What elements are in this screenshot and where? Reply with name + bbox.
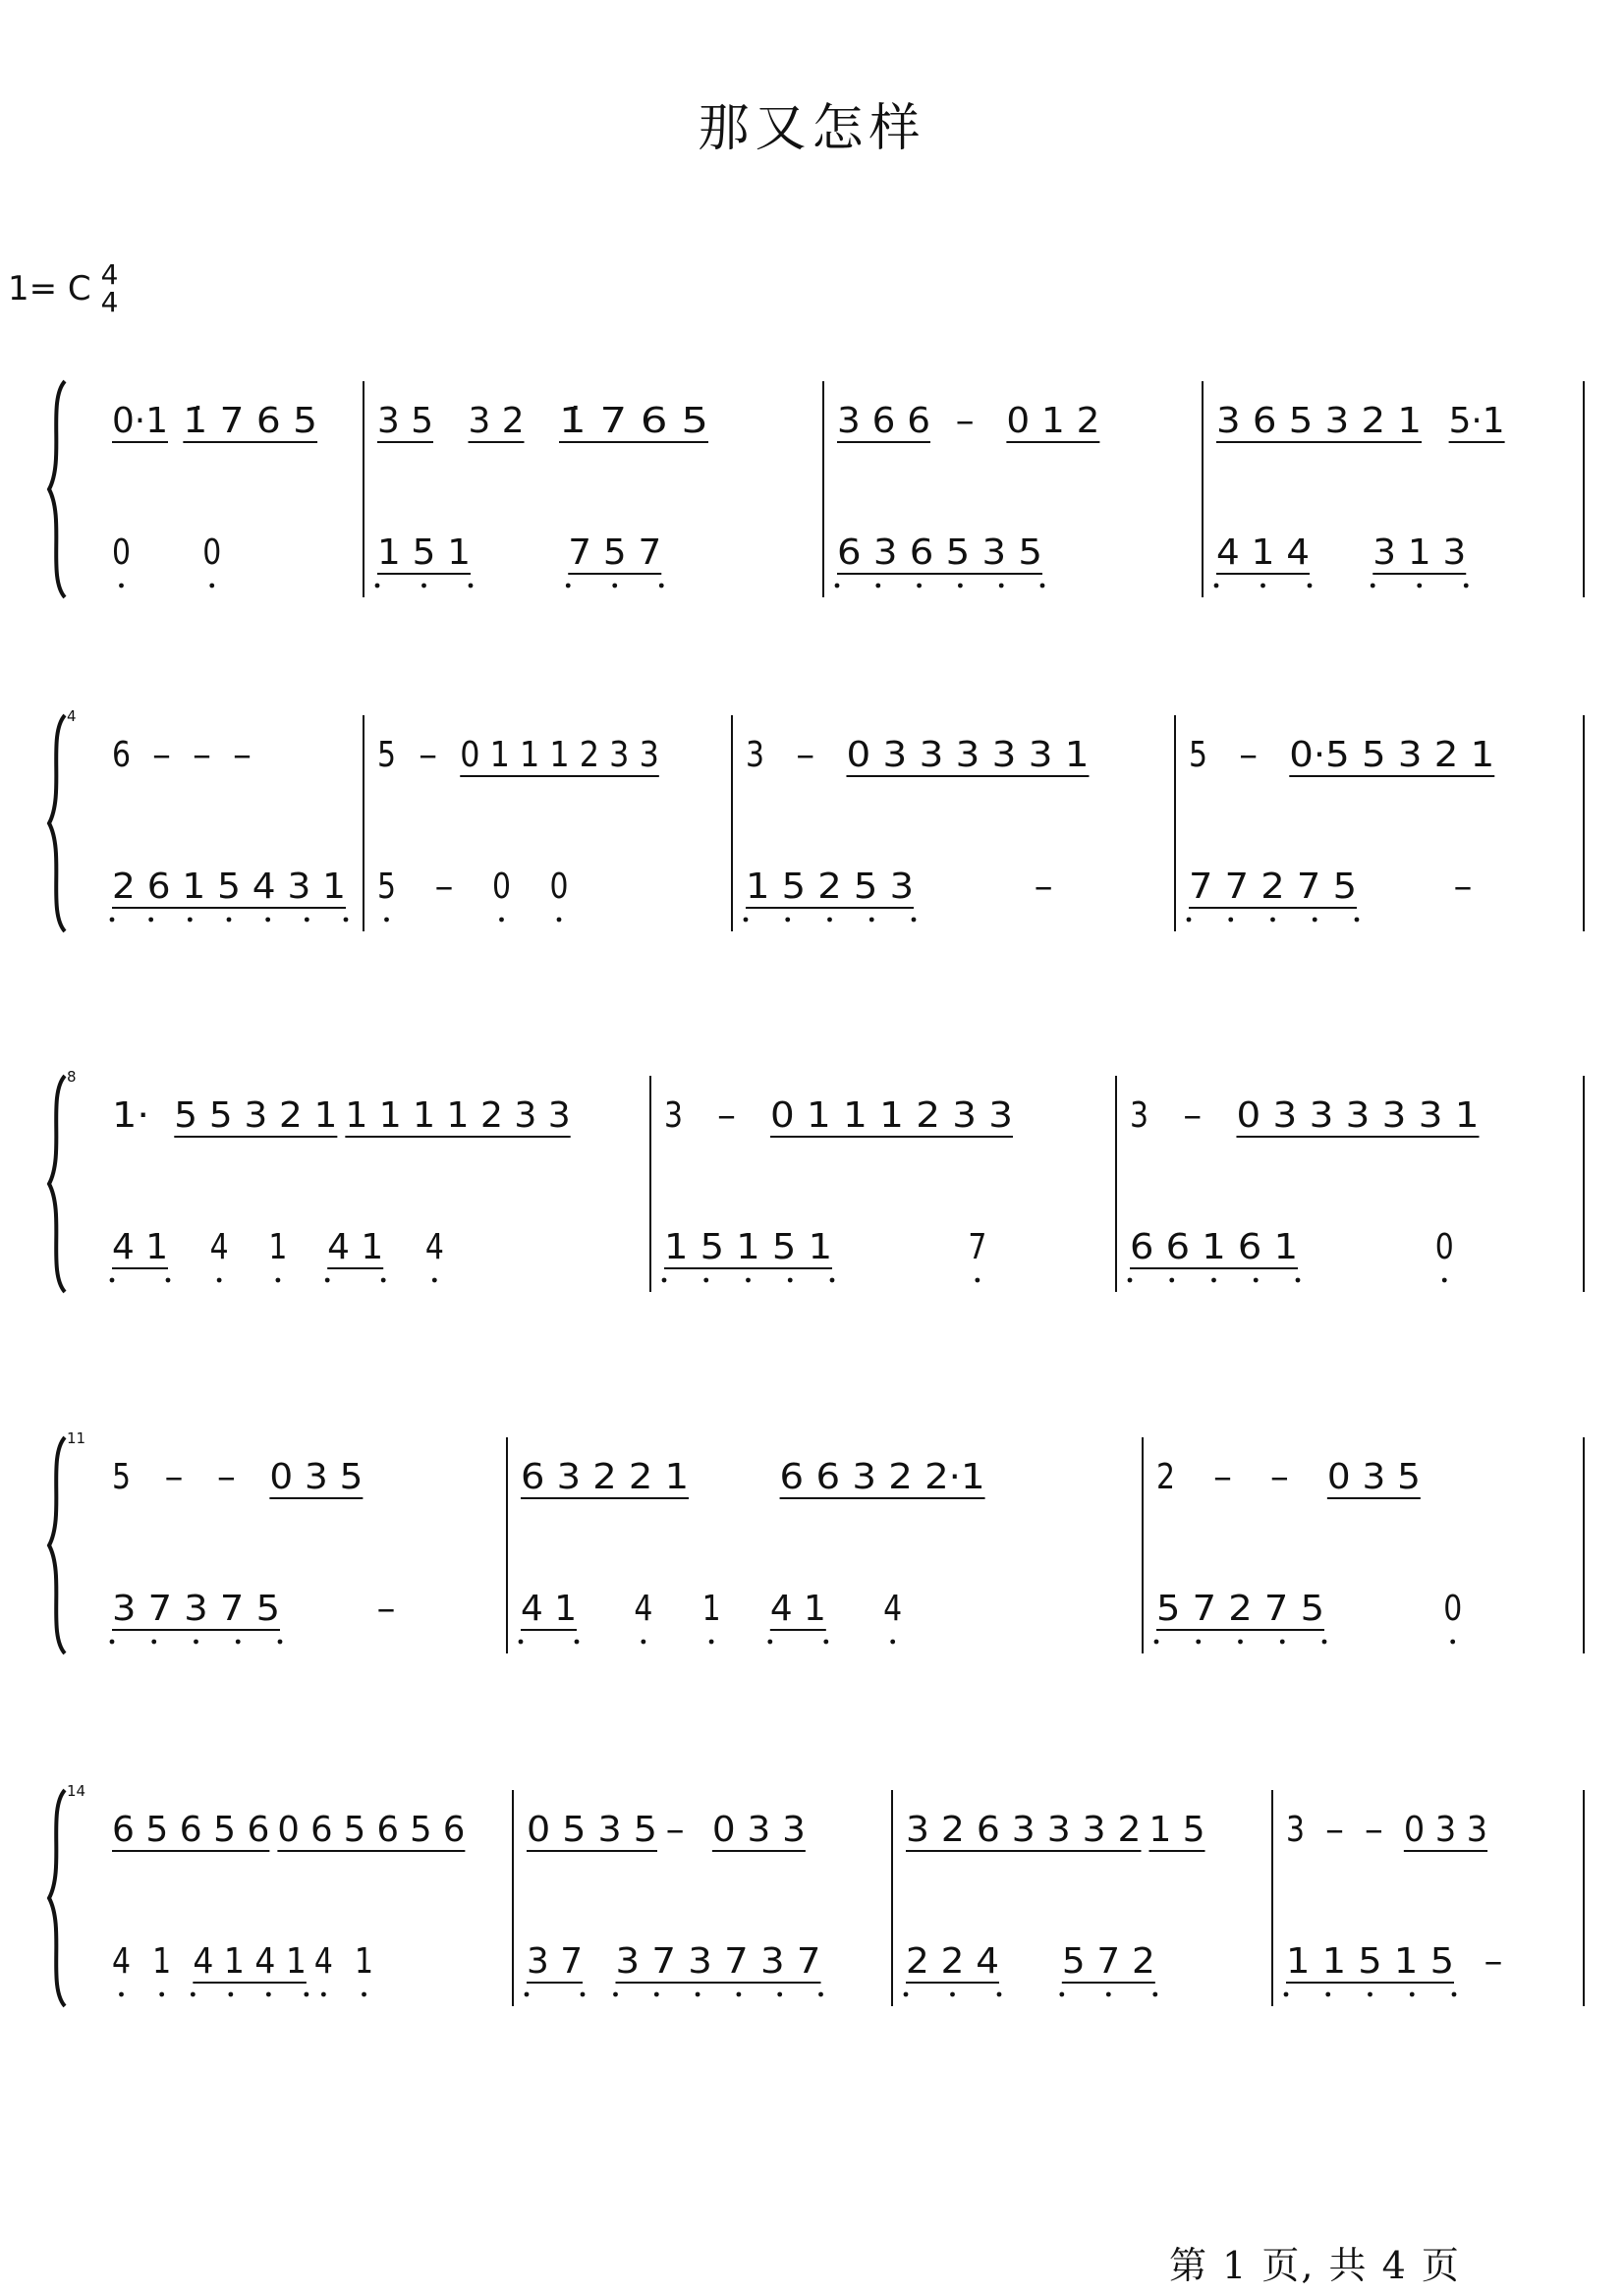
octave-dot [917, 584, 922, 588]
treble-note-group: – [1269, 1457, 1289, 1497]
bass-note-group: 1 [701, 1589, 721, 1629]
bass-note-group: 4 [112, 1941, 131, 1982]
bass-note-group: 3 7 [527, 1941, 583, 1982]
bass-note-group: – [1453, 867, 1473, 907]
octave-dot [110, 1640, 115, 1645]
system-brace [49, 715, 65, 931]
octave-dot [228, 1992, 233, 1997]
octave-dot [1325, 1992, 1330, 1997]
octave-dot [194, 1640, 198, 1645]
treble-note-group: 3 5 [377, 401, 433, 441]
treble-note-group: – [665, 1810, 685, 1850]
treble-note-group: 3 [1130, 1095, 1148, 1136]
octave-dot [744, 918, 749, 923]
octave-dot [904, 1992, 909, 1997]
octave-dot [641, 1640, 645, 1645]
octave-dot [1313, 918, 1317, 923]
octave-dot [188, 918, 193, 923]
bass-note-group: 1 [268, 1227, 288, 1267]
octave-dot [119, 1992, 124, 1997]
treble-note-group: 5 [112, 1457, 131, 1497]
octave-dot [1296, 1278, 1301, 1283]
treble-note-group: 6 [112, 735, 131, 775]
treble-note-group: 0 1 1 1 2 3 3 [770, 1095, 1013, 1136]
treble-note-group: 0 3 3 3 3 3 1 [846, 735, 1090, 775]
octave-dot [1059, 1992, 1064, 1997]
octave-dot [1371, 584, 1375, 588]
octave-dot [1196, 1640, 1201, 1645]
octave-dot [1355, 918, 1360, 923]
treble-note-group: 6 3 2 2 1 [521, 1457, 689, 1497]
octave-dot [278, 1640, 283, 1645]
octave-dot [1308, 584, 1313, 588]
bass-note-group: 3 1 3 [1372, 532, 1467, 573]
octave-dot [1187, 918, 1192, 923]
octave-dot [1106, 1992, 1111, 1997]
octave-dot [266, 1992, 271, 1997]
treble-note-group: 0 6 5 6 5 6 [277, 1810, 466, 1850]
octave-dot [654, 1992, 659, 1997]
bass-note-group: 4 [634, 1589, 653, 1629]
octave-dot [612, 584, 617, 588]
system-brace [49, 1790, 65, 2006]
octave-dot [1228, 918, 1233, 923]
bass-note-group: 4 1 [521, 1589, 577, 1629]
treble-note-group: 1 1 1 1 2 3 3 [345, 1095, 571, 1136]
bass-note-group: – [434, 867, 454, 907]
treble-note-group: – [164, 1457, 184, 1497]
treble-note-group: 3 [1286, 1810, 1305, 1850]
octave-dot [785, 918, 790, 923]
octave-dot [110, 1278, 115, 1283]
system-number: 4 [67, 707, 77, 725]
octave-dot [1211, 1278, 1216, 1283]
octave-dot [1450, 1640, 1455, 1645]
octave-dot [818, 1992, 823, 1997]
treble-note-group: – [1364, 1810, 1383, 1850]
bass-note-group: 0 [202, 532, 222, 573]
treble-note-group: 3 6 5 3 2 1 [1216, 401, 1422, 441]
time-signature-top: 4 [100, 258, 119, 291]
bass-note-group: 4 [883, 1589, 903, 1629]
octave-dot [737, 1992, 742, 1997]
octave-dot [1169, 1278, 1174, 1283]
treble-note-group: 5 [1189, 735, 1207, 775]
octave-dot [1322, 1640, 1327, 1645]
octave-dot [1128, 1278, 1133, 1283]
octave-dot [381, 1278, 386, 1283]
octave-dot [1284, 1992, 1289, 1997]
bass-note-group: 4 [424, 1227, 444, 1267]
bass-note-group: 1 [152, 1941, 172, 1982]
octave-dot [662, 1278, 667, 1283]
treble-note-group: 0·5 5 3 2 1 [1289, 735, 1495, 775]
bass-note-group: 0 [1443, 1589, 1463, 1629]
octave-dot [217, 1278, 222, 1283]
bass-note-group: 1 5 1 [377, 532, 471, 573]
system-number: 8 [67, 1068, 77, 1086]
treble-note-group: 0 3 3 [711, 1810, 806, 1850]
bass-note-group: 3 7 3 7 3 7 [615, 1941, 821, 1982]
system-brace [49, 381, 65, 597]
octave-dot [703, 1278, 708, 1283]
bass-note-group: 4 1 [112, 1227, 168, 1267]
treble-note-group: 1̇ 7 6 5 [559, 401, 708, 441]
treble-note-group: – [233, 735, 252, 775]
octave-dot [999, 584, 1004, 588]
bass-note-group: 1 5 1 5 1 [664, 1227, 832, 1267]
octave-dot [1410, 1992, 1415, 1997]
treble-note-group: 3 [664, 1095, 683, 1136]
treble-note-group: 0 1 2 [1006, 401, 1100, 441]
treble-note-group: 5 5 3 2 1 [174, 1095, 338, 1136]
octave-dot [375, 584, 380, 588]
octave-dot [1260, 584, 1265, 588]
treble-note-group: – [717, 1095, 736, 1136]
octave-dot [321, 1992, 326, 1997]
octave-dot [1254, 1278, 1259, 1283]
treble-note-group: 0·1 [112, 401, 168, 441]
octave-dot [166, 1278, 171, 1283]
octave-dot [119, 584, 124, 588]
octave-dot [1368, 1992, 1372, 1997]
octave-dot [835, 584, 840, 588]
octave-dot [1270, 918, 1275, 923]
system-brace [49, 1437, 65, 1653]
key-signature: 1= C [8, 269, 91, 308]
bass-note-group: 4 1 4 [1216, 532, 1310, 573]
bass-note-group: 0 [1434, 1227, 1454, 1267]
octave-dot [830, 1278, 835, 1283]
octave-dot [1417, 584, 1422, 588]
octave-dot [159, 1992, 164, 1997]
octave-dot [575, 1640, 580, 1645]
octave-dot [875, 584, 880, 588]
octave-dot [1238, 1640, 1243, 1645]
bass-note-group: 5 7 2 [1061, 1941, 1155, 1982]
octave-dot [975, 1278, 980, 1283]
octave-dot [1464, 584, 1469, 588]
treble-note-group: 2 [1156, 1457, 1175, 1497]
treble-note-group: 0 3 5 [1326, 1457, 1421, 1497]
octave-dot [151, 1640, 156, 1645]
octave-dot [581, 1992, 586, 1997]
bass-note-group: 3 7 3 7 5 [112, 1589, 280, 1629]
octave-dot [1040, 584, 1045, 588]
system-number: 11 [67, 1429, 86, 1447]
treble-note-group: – [152, 735, 171, 775]
octave-dot [1452, 1992, 1457, 1997]
octave-dot [823, 1640, 828, 1645]
octave-dot [110, 918, 115, 923]
octave-dot [566, 584, 571, 588]
octave-dot [869, 918, 874, 923]
page-footer: 第 1 页, 共 4 页 [1169, 2244, 1461, 2287]
bass-note-group: – [1034, 867, 1053, 907]
octave-dot [958, 584, 963, 588]
octave-dot [469, 584, 474, 588]
octave-dot [890, 1640, 895, 1645]
treble-note-group: 0 5 3 5 [527, 1810, 657, 1850]
octave-dot [613, 1992, 618, 1997]
bass-note-group: 4 [313, 1941, 333, 1982]
treble-note-group: – [1324, 1810, 1344, 1850]
bass-note-group: 4 1 4 1 [193, 1941, 307, 1982]
treble-note-group: – [1212, 1457, 1232, 1497]
octave-dot [950, 1992, 955, 1997]
bass-note-group: 1 [355, 1941, 374, 1982]
octave-dot [997, 1992, 1002, 1997]
bass-note-group: 2 6 1 5 4 3 1 [112, 867, 346, 907]
treble-note-group: – [216, 1457, 236, 1497]
octave-dot [1442, 1278, 1447, 1283]
treble-note-group: 5 [377, 735, 396, 775]
bass-note-group: 4 [209, 1227, 229, 1267]
treble-note-group: 0 1 1 1 2 3 3 [460, 735, 659, 775]
treble-note-group: – [193, 735, 211, 775]
octave-dot [304, 1992, 308, 1997]
octave-dot [384, 918, 389, 923]
octave-dot [1154, 1640, 1159, 1645]
treble-note-group: 3 2 [468, 401, 525, 441]
bass-note-group: 4 1 [327, 1227, 384, 1267]
time-signature-bottom: 4 [100, 286, 119, 318]
bass-note-group: 7 7 2 7 5 [1189, 867, 1357, 907]
bass-note-group: – [376, 1589, 396, 1629]
bass-note-group: 4 1 [769, 1589, 826, 1629]
treble-note-group: – [796, 735, 815, 775]
octave-dot [912, 918, 917, 923]
octave-dot [499, 918, 504, 923]
treble-note-group: 3 6 6 [837, 401, 930, 441]
octave-dot [1152, 1992, 1157, 1997]
octave-dot [236, 1640, 241, 1645]
treble-note-group: 1̇ 7 6 5 [183, 401, 318, 441]
bass-note-group: 0 [549, 867, 569, 907]
octave-dot [525, 1992, 530, 1997]
treble-note-group: 0 3 5 [269, 1457, 364, 1497]
octave-dot [709, 1640, 714, 1645]
bass-note-group: 0 [112, 532, 131, 573]
treble-note-group: – [1239, 735, 1259, 775]
treble-note-group: 3 [746, 735, 764, 775]
octave-dot [421, 584, 426, 588]
treble-note-group: 1 5 [1148, 1810, 1205, 1850]
bass-note-group: 6 3 6 5 3 5 [837, 532, 1042, 573]
octave-dot [432, 1278, 437, 1283]
octave-dot [1214, 584, 1219, 588]
octave-dot [827, 918, 832, 923]
octave-dot [557, 918, 562, 923]
system-number: 14 [67, 1782, 86, 1800]
treble-note-group: 1· [112, 1095, 149, 1136]
octave-dot [1280, 1640, 1285, 1645]
octave-dot [659, 584, 664, 588]
page-title: 那又怎样 [698, 99, 926, 158]
octave-dot [746, 1278, 751, 1283]
treble-note-group: – [1183, 1095, 1203, 1136]
octave-dot [265, 918, 270, 923]
octave-dot [209, 584, 214, 588]
octave-dot [227, 918, 232, 923]
octave-dot [305, 918, 309, 923]
bass-note-group: 5 7 2 7 5 [1156, 1589, 1324, 1629]
treble-note-group: 0 3 3 [1403, 1810, 1488, 1850]
treble-note-group: 5·1 [1448, 401, 1505, 441]
octave-dot [777, 1992, 782, 1997]
treble-note-group: 6 6 3 2 2·1 [779, 1457, 985, 1497]
bass-note-group: 1 5 2 5 3 [746, 867, 914, 907]
octave-dot [788, 1278, 793, 1283]
treble-note-group: 0 3 3 3 3 3 1 [1236, 1095, 1480, 1136]
treble-note-group: 6 5 6 5 6 [112, 1810, 270, 1850]
octave-dot [362, 1992, 366, 1997]
bass-note-group: 5 [377, 867, 396, 907]
octave-dot [696, 1992, 700, 1997]
treble-note-group: 3 2 6 3 3 3 2 [906, 1810, 1142, 1850]
bass-note-group: 2 2 4 [906, 1941, 999, 1982]
octave-dot [767, 1640, 772, 1645]
system-brace [49, 1076, 65, 1292]
octave-dot [344, 918, 349, 923]
bass-note-group: 6 6 1 6 1 [1130, 1227, 1298, 1267]
octave-dot [325, 1278, 330, 1283]
bass-note-group: 0 [492, 867, 511, 907]
treble-note-group: – [955, 401, 975, 441]
treble-note-group: – [419, 735, 438, 775]
octave-dot [519, 1640, 524, 1645]
bass-note-group: 1 1 5 1 5 [1286, 1941, 1454, 1982]
octave-dot [191, 1992, 196, 1997]
bass-note-group: 7 5 7 [568, 532, 662, 573]
octave-dot [148, 918, 153, 923]
bass-note-group: – [1484, 1941, 1503, 1982]
bass-note-group: 7 [968, 1227, 987, 1267]
octave-dot [276, 1278, 281, 1283]
